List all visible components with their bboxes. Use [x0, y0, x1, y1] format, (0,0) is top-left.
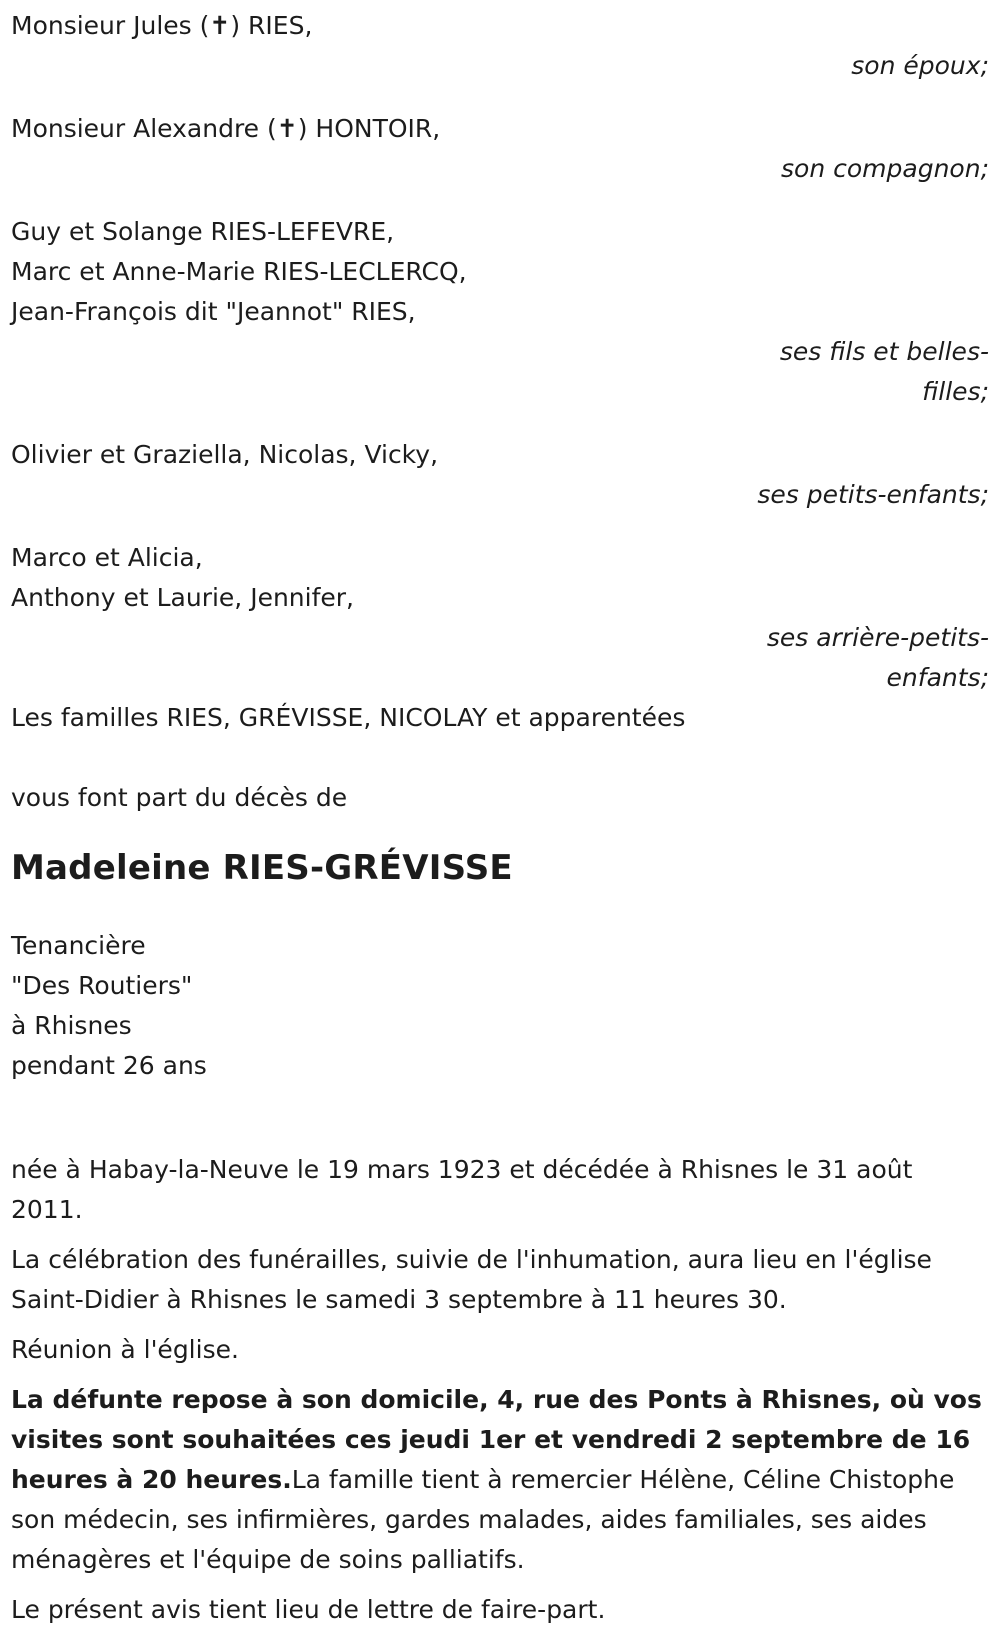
- family-line: Marc et Anne-Marie RIES-LECLERCQ,: [11, 257, 467, 286]
- family-line: Anthony et Laurie, Jennifer,: [11, 583, 354, 612]
- relation-label: son compagnon;: [781, 154, 989, 183]
- birth-death-text: née à Habay-la-Neuve le 19 mars 1923 et décédée à Rhisnes le 31 août 2011.: [11, 1155, 913, 1224]
- announcement-text: vous font part du décès de: [11, 783, 348, 812]
- relation-label: son époux;: [851, 51, 989, 80]
- occupation-line: à Rhisnes: [11, 1011, 132, 1040]
- family-group-sons: [11, 212, 989, 412]
- occupation-line: "Des Routiers": [11, 971, 193, 1000]
- occupation-line: pendant 26 ans: [11, 1051, 207, 1080]
- relation-label: ses petits-enfants;: [757, 480, 989, 509]
- occupation-line: Tenancière: [11, 931, 146, 960]
- relation-label: enfants;: [886, 663, 989, 692]
- closing-text: Le présent avis tient lieu de lettre de faire-part.: [11, 1595, 606, 1624]
- deceased-name: Madeleine RIES-GRÉVISSE: [11, 848, 513, 888]
- relation-label: ses arrière-petits-: [766, 623, 989, 652]
- family-line: Guy et Solange RIES-LEFEVRE,: [11, 217, 395, 246]
- occupation-block: [11, 926, 989, 1086]
- visit-and-thanks-paragraph: [11, 1380, 989, 1580]
- family-group-companion: [11, 109, 989, 189]
- family-group-spouse: [11, 6, 989, 86]
- families-line: Les familles RIES, GRÉVISSE, NICOLAY et apparentées: [11, 703, 686, 732]
- family-group-great-grandchildren: [11, 538, 989, 698]
- family-line: Monsieur Alexandre (✝) HONTOIR,: [11, 114, 441, 143]
- ceremony-text: La célébration des funérailles, suivie de l'inhumation, aura lieu en l'église Saint-Didier à Rhisnes le samedi 3 septembre à 11 heures 30.: [11, 1245, 932, 1314]
- family-line: Olivier et Graziella, Nicolas, Vicky,: [11, 440, 439, 469]
- thanks-text: La famille tient à remercier Hélène, Céline Chistophe son médecin, ses infirmières, gardes malades, aides familiales, ses aides ménagères et l'équipe de soins palliatifs.: [11, 1465, 955, 1574]
- family-line: Monsieur Jules (✝) RIES,: [11, 11, 313, 40]
- family-line: Marco et Alicia,: [11, 543, 203, 572]
- meeting-text: Réunion à l'église.: [11, 1335, 239, 1364]
- family-group-grandchildren: [11, 435, 989, 515]
- relation-label: filles;: [922, 377, 989, 406]
- relation-label: ses fils et belles-: [779, 337, 989, 366]
- family-line: Jean-François dit "Jeannot" RIES,: [11, 297, 416, 326]
- obituary-notice: [11, 6, 989, 1630]
- visit-text: La défunte repose à son domicile, 4, rue des Ponts à Rhisnes, où vos visites sont souhaitées ces jeudi 1er et vendredi 2 septembre de 16 heures à 20 heures.: [11, 1385, 982, 1494]
